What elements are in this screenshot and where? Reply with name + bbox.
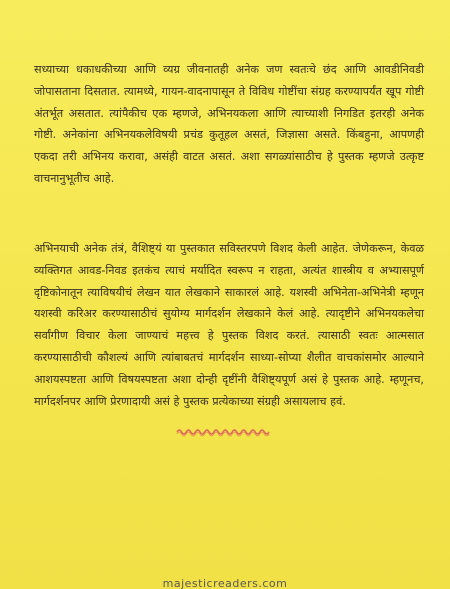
description-paragraph-1: सध्याच्या धकाधकीच्या आणि व्यग्र जीवनातही अनेक जण स्वतःचे छंद आणि आवडीनिवडी जोपासताना दिसतात. त्यामध्ये, गायन-वादनापासून ते विविध गोष्टींचा संग्रह करण्यापर्यंत खूप गोष्टी अंतर्भूत असतात. त्यांपैकीच एक म्हणजे, अभिनयकला आणि त्याच्याशी निगडित इतरही अनेक गोष्टी. अनेकांना अभिनयकलेविषयी प्रचंड कुतूहल असतं, जिज्ञासा असते. किंबहुना, आपणही एकदा तरी अभिनय करावा, असंही वाटत असतं. अशा सगळ्यांसाठीच हे पुस्तक म्हणजे उत्कृष्ट वाचनानुभूतीच आहे. [34, 63, 424, 185]
description-paragraph-2: अभिनयाची अनेक तंत्रं, वैशिष्ट्यं या पुस्तकात सविस्तरपणे विशद केली आहेत. जेणेकरून, केवळ व्यक्तिगत आवड-निवड इतकंच त्याचं मर्यादित स्वरूप न राहता, अत्यंत शास्त्रीय व अभ्यासपूर्ण दृष्टिकोनातून त्याविषयीचं लेखन यात लेखकाने साकारलं आहे. यशस्वी अभिनेता-अभिनेत्री म्हणून यशस्वी करिअर करण्यासाठीचं सुयोग्य मार्गदर्शन लेखकाने केलं आहे. त्यादृष्टीने अभिनयकलेचा सर्वांगीण विचार केला जाण्याचं महत्त्व हे पुस्तक विशद करतं. त्यासाठी स्वतः आत्मसात करण्यासाठीची कौशल्यं आणि त्यांबाबतचं मार्गदर्शन साध्या-सोप्या शैलीत वाचकांसमोर आल्याने आशयस्पष्टता आणि विषयस्पष्टता अशा दोन्ही दृष्टींनी वैशिष्ट्यपूर्ण असं हे पुस्तक आहे. म्हणूनच, मार्गदर्शनपर आणि प्रेरणादायी असं हे पुस्तक प्रत्येकाच्या संग्रही असायलाच हवं. [34, 242, 424, 408]
wavy-divider-icon [176, 427, 270, 437]
website-footer: majesticreaders.com [162, 577, 288, 589]
